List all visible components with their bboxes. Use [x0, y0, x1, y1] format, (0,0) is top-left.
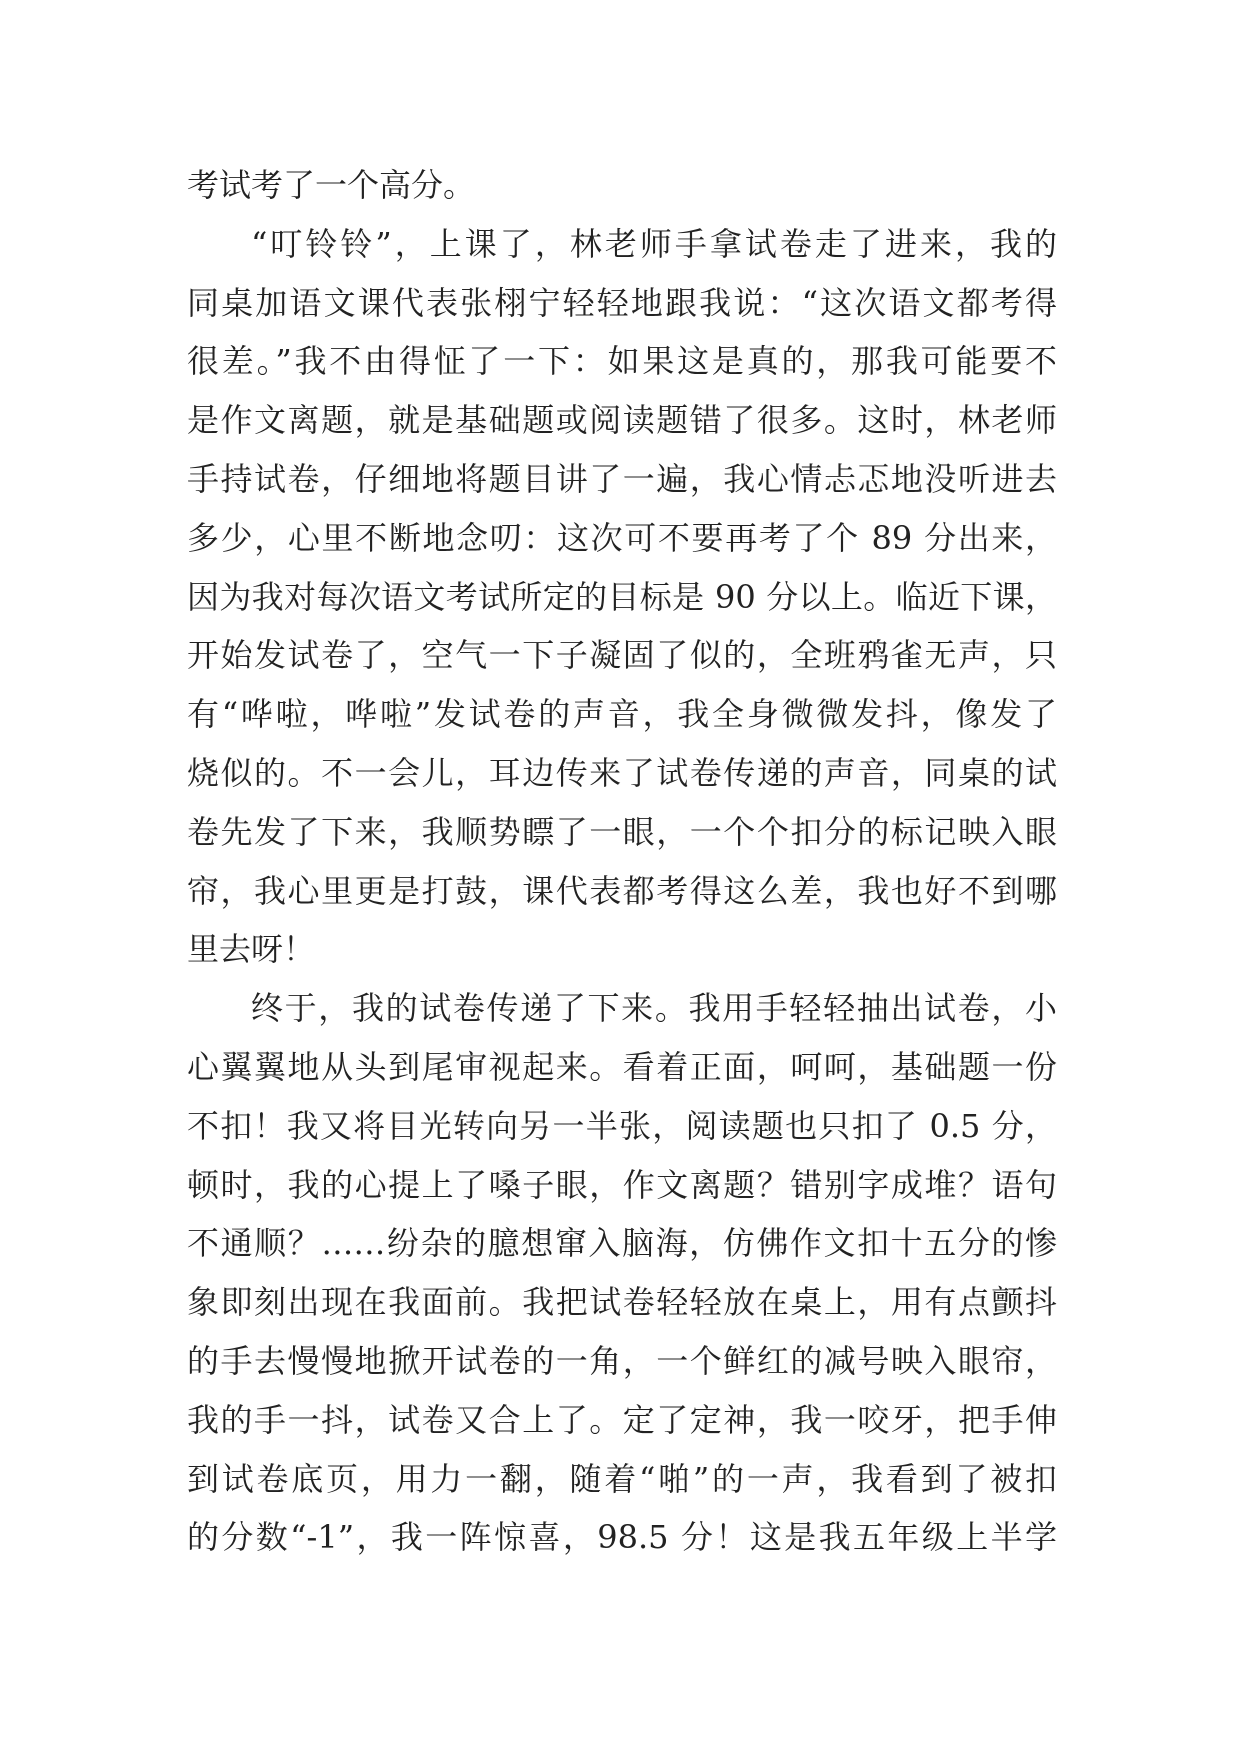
text-line: 烧似的。不一会儿，耳边传来了试卷传递的声音，同桌的试 [187, 753, 1057, 792]
text-line: 顿时，我的心提上了嗓子眼，作文离题？错别字成堆？语句 [187, 1165, 1057, 1204]
text-line: 不扣！我又将目光转向另一半张，阅读题也只扣了 0.5 分， [187, 1106, 1057, 1145]
text-line: 到试卷底页，用力一翻，随着“啪”的一声，我看到了被扣 [187, 1459, 1057, 1498]
text-line: 里去呀！ [187, 930, 316, 969]
text-line: 考试考了一个高分。 [187, 166, 476, 204]
text-line: 因为我对每次语文考试所定的目标是 90 分以上。临近下课， [187, 577, 1057, 616]
text-line: 同桌加语文课代表张栩宁轻轻地跟我说：“这次语文都考得 [187, 283, 1057, 322]
text-line: 很差。”我不由得怔了一下：如果这是真的，那我可能要不 [187, 342, 1057, 381]
text-line: 不通顺？……纷杂的臆想窜入脑海，仿佛作文扣十五分的惨 [187, 1224, 1057, 1263]
text-line: 象即刻出现在我面前。我把试卷轻轻放在桌上，用有点颤抖 [187, 1283, 1057, 1322]
text-line: 卷先发了下来，我顺势瞟了一眼，一个个扣分的标记映入眼 [187, 812, 1057, 851]
text-line: 手持试卷，仔细地将题目讲了一遍，我心情忐忑地没听进去 [187, 459, 1057, 498]
text-line: 的分数“-1”，我一阵惊喜，98.5 分！这是我五年级上半学 [187, 1518, 1057, 1557]
text-line: 心翼翼地从头到尾审视起来。看着正面，呵呵，基础题一份 [187, 1047, 1057, 1086]
text-line: 多少，心里不断地念叨：这次可不要再考了个 89 分出来， [187, 518, 1057, 557]
paragraph-first-line: “叮铃铃”，上课了，林老师手拿试卷走了进来，我的 [251, 224, 1057, 263]
text-line: 我的手一抖，试卷又合上了。定了定神，我一咬牙，把手伸 [187, 1400, 1057, 1439]
text-line: 的手去慢慢地掀开试卷的一角，一个鲜红的减号映入眼帘， [187, 1341, 1057, 1380]
essay-body [187, 156, 1057, 1567]
text-line: 有“哗啦，哗啦”发试卷的声音，我全身微微发抖，像发了 [187, 695, 1057, 734]
text-line: 是作文离题，就是基础题或阅读题错了很多。这时，林老师 [187, 401, 1057, 440]
paragraph-first-line: 终于，我的试卷传递了下来。我用手轻轻抽出试卷，小 [251, 989, 1057, 1028]
text-line: 帘，我心里更是打鼓，课代表都考得这么差，我也好不到哪 [187, 871, 1057, 910]
text-line: 开始发试卷了，空气一下子凝固了似的，全班鸦雀无声，只 [187, 636, 1057, 675]
